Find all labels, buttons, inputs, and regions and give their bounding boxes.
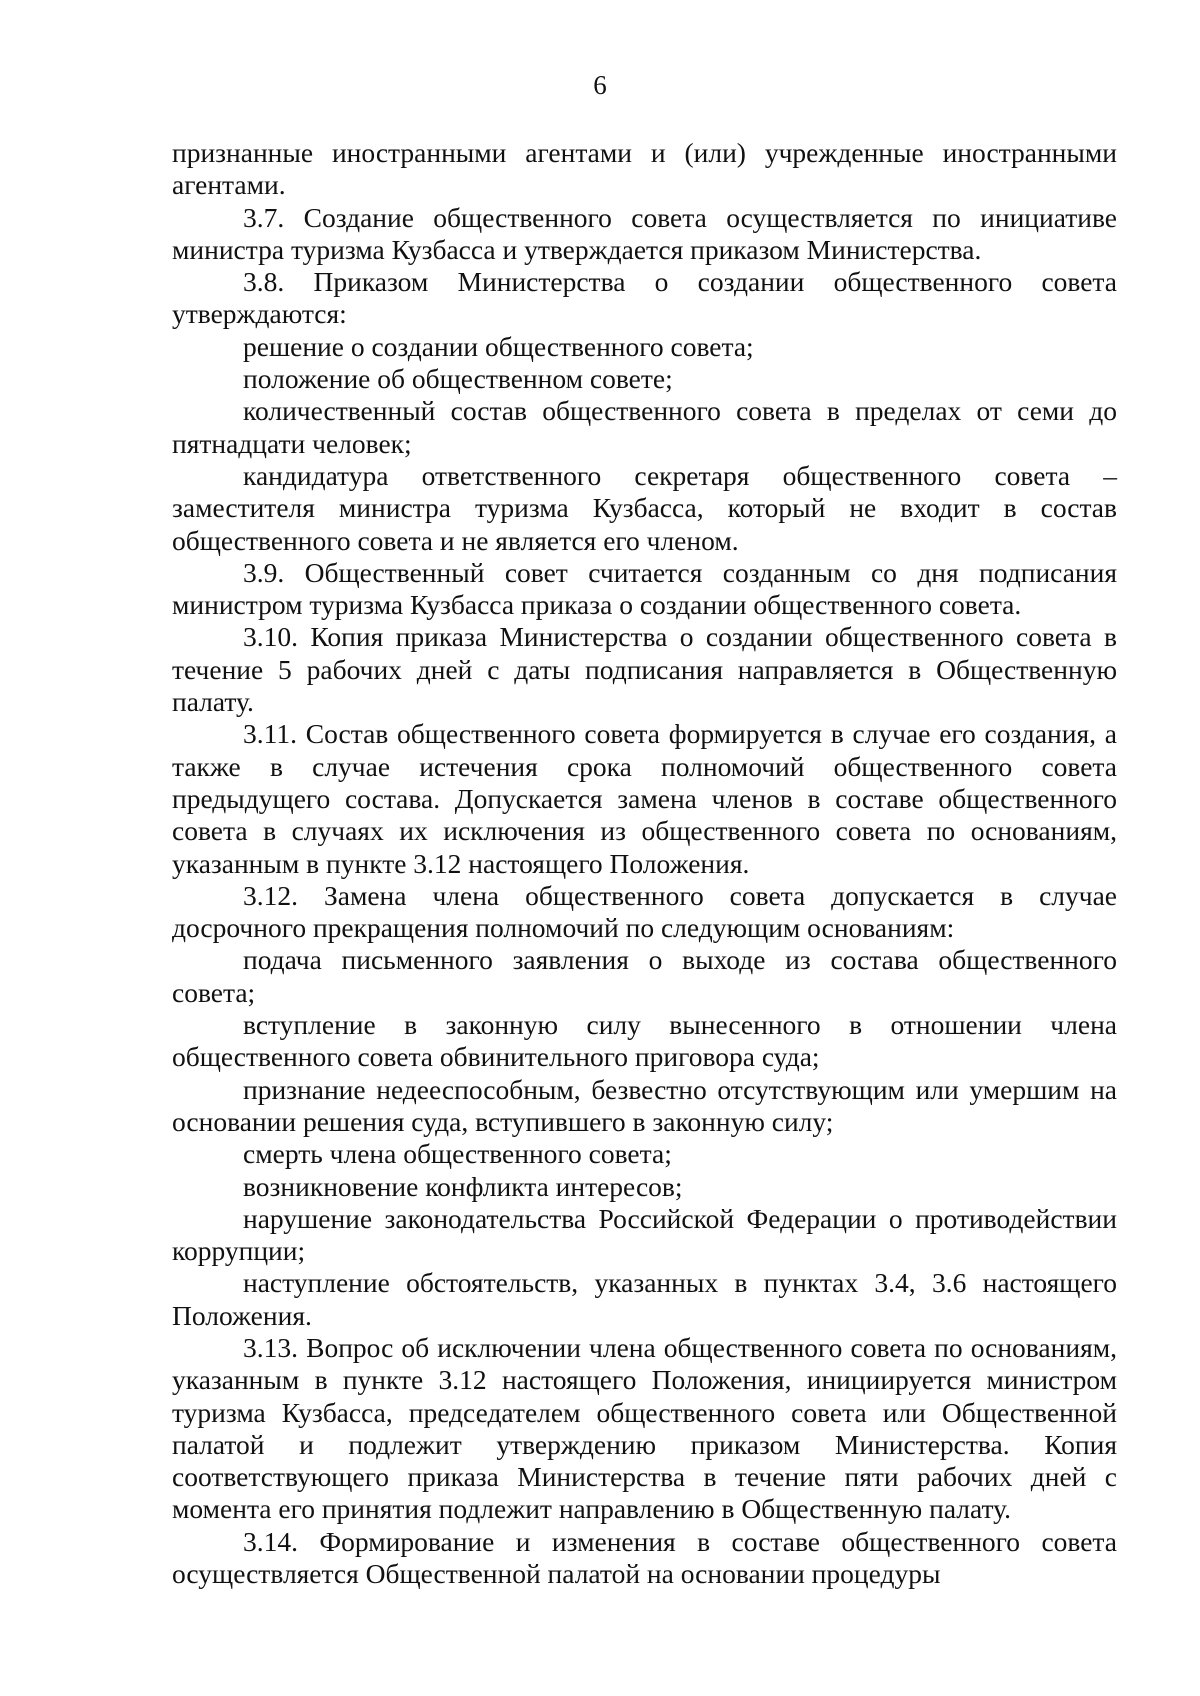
list-item-corruption: нарушение законодательства Российской Федерации о противодействии коррупции; xyxy=(172,1202,1117,1267)
list-item-conviction: вступление в законную силу вынесенного в отношении члена общественного совета обвинительного приговора суда; xyxy=(172,1009,1117,1073)
document-body xyxy=(172,137,1117,1590)
paragraph-3-9: 3.9. Общественный совет считается созданным со дня подписания министром туризма Кузбасса приказа о создании общественного совета. xyxy=(172,556,1117,621)
paragraph-3-11: 3.11. Состав общественного совета формируется в случае его создания, а также в случае истечения срока полномочий общественного совета предыдущего состава. Допускается замена членов в составе общественного совета в случаях их исключения из общественного совета по основаниям, указанным в пункте 3.12 настоящего Положения. xyxy=(172,718,1117,879)
list-item-quantity: количественный состав общественного совета в пределах от семи до пятнадцати человек; xyxy=(172,395,1117,459)
page-number: 6 xyxy=(593,70,607,100)
list-item-incapacity: признание недееспособным, безвестно отсутствующим или умершим на основании решения суда, вступившего в законную силу; xyxy=(172,1073,1117,1137)
paragraph-continuation: признанные иностранными агентами и (или) учрежденные иностранными агентами. xyxy=(172,137,1117,201)
list-item-death: смерть члена общественного совета; xyxy=(243,1138,672,1170)
paragraph-3-8: 3.8. Приказом Министерства о создании общественного совета утверждаются: xyxy=(172,266,1117,330)
paragraph-3-13: 3.13. Вопрос об исключении члена общественного совета по основаниям, указанным в пункте 3.12 настоящего Положения, инициируется министром туризма Кузбасса, председателем общественного совета или Общественной палатой и подлежит утверждению приказом Министерства. Копия соответствующего приказа Министерства в течение пяти рабочих дней с момента его принятия подлежит направлению в Общественную палату. xyxy=(172,1331,1117,1525)
list-item-regulation: положение об общественном совете; xyxy=(243,363,673,395)
list-item-secretary: кандидатура ответственного секретаря общественного совета – заместителя министра туризма Кузбасса, который не входит в состав общественного совета и не является его членом. xyxy=(172,459,1117,556)
paragraph-3-7: 3.7. Создание общественного совета осуществляется по инициативе министра туризма Кузбасса и утверждается приказом Министерства. xyxy=(172,201,1117,265)
list-item-conflict: возникновение конфликта интересов; xyxy=(243,1170,683,1202)
list-item-circumstances: наступление обстоятельств, указанных в пунктах 3.4, 3.6 настоящего Положения. xyxy=(172,1267,1117,1331)
list-item-decision: решение о создании общественного совета; xyxy=(243,330,754,362)
paragraph-3-12: 3.12. Замена члена общественного совета допускается в случае досрочного прекращения полномочий по следующим основаниям: xyxy=(172,879,1117,944)
list-item-resignation: подача письменного заявления о выходе из состава общественного совета; xyxy=(172,944,1117,1008)
paragraph-3-14: 3.14. Формирование и изменения в составе общественного совета осуществляется Общественной палатой на основании процедуры xyxy=(172,1525,1117,1590)
paragraph-3-10: 3.10. Копия приказа Министерства о создании общественного совета в течение 5 рабочих дней с даты подписания направляется в Общественную палату. xyxy=(172,621,1117,718)
